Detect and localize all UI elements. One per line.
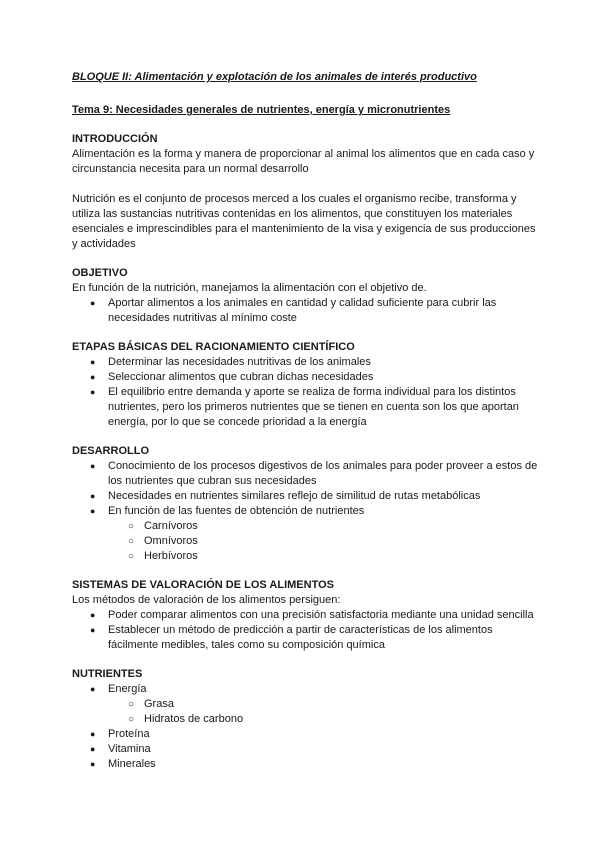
- list-item: [86, 727, 540, 742]
- paragraph-nutricion: Nutrición es el conjunto de procesos merced a los cuales el organismo recibe, transforma y utiliza las sustancias nutritivas contenidas en los alimentos, que constituyen los materiales esenciales e imprescindibles para el mantenimiento de la visa y exigencia de sus producciones y actividades: [72, 193, 536, 250]
- bullet-icon: ●: [90, 387, 96, 397]
- section-objetivo: [72, 266, 540, 326]
- circle-bullet-icon: ○: [128, 699, 135, 710]
- section-etapas: [72, 340, 540, 430]
- section-nutrientes: [72, 667, 540, 772]
- paragraph-sistemas: Los métodos de valoración de los alimentos persiguen:: [72, 594, 341, 606]
- paragraph-alimentacion: Alimentación es la forma y manera de proporcionar al animal los alimentos que en cada caso y circunstancia necesita para un normal desarrollo: [72, 148, 535, 175]
- list-item-text: Energía: [108, 683, 147, 695]
- list-item-text: Necesidades en nutrientes similares reflejo de similitud de rutas metabólicas: [108, 490, 481, 502]
- circle-bullet-icon: ○: [128, 521, 135, 532]
- circle-bullet-icon: ○: [128, 536, 135, 547]
- section-heading: DESARROLLO: [72, 445, 149, 457]
- theme-title: Tema 9: Necesidades generales de nutrientes, energía y micronutrientes: [72, 104, 451, 116]
- section-heading: INTRODUCCIÓN: [72, 133, 158, 145]
- sub-list-item: [128, 534, 540, 549]
- sub-list-item-text: Herbívoros: [144, 550, 198, 562]
- sub-list-item: [128, 549, 540, 564]
- list-item: [86, 355, 540, 370]
- list-item: [86, 504, 540, 564]
- bullet-icon: ●: [90, 744, 96, 754]
- circle-bullet-icon: ○: [128, 551, 135, 562]
- bullet-icon: ●: [90, 684, 96, 694]
- list-item-text: Establecer un método de predicción a partir de características de los alimentos fácilmente medibles, tales como su composición química: [108, 624, 493, 651]
- list-item: [86, 682, 540, 727]
- bullet-icon: ●: [90, 729, 96, 739]
- bullet-list: [72, 682, 540, 772]
- list-item: [86, 623, 540, 653]
- list-item: [86, 385, 540, 430]
- list-item-text: Determinar las necesidades nutritivas de los animales: [108, 356, 371, 368]
- list-item-text: El equilibrio entre demanda y aporte se realiza de forma individual para los distintos nutrientes, pero los primeros nutrientes que se tienen en cuenta son los que aportan energía, por lo que se concede prioridad a la energía: [108, 386, 519, 428]
- sub-list-item-text: Hidratos de carbono: [144, 713, 244, 725]
- list-item: [86, 757, 540, 772]
- sub-list-item: [128, 697, 540, 712]
- paragraph-objetivo: En función de la nutrición, manejamos la alimentación con el objetivo de.: [72, 282, 427, 294]
- list-item: [86, 489, 540, 504]
- bullet-icon: ●: [90, 491, 96, 501]
- sub-bullet-list: [108, 519, 540, 564]
- section-desarrollo: [72, 444, 540, 564]
- list-item: [86, 370, 540, 385]
- section-heading: SISTEMAS DE VALORACIÓN DE LOS ALIMENTOS: [72, 579, 334, 591]
- sub-bullet-list: [108, 697, 540, 727]
- list-item-text: Conocimiento de los procesos digestivos de los animales para poder proveer a estos de los nutrientes que cubran sus necesidades: [108, 460, 538, 487]
- bullet-list: [72, 459, 540, 564]
- list-item: [86, 459, 540, 489]
- bullet-icon: ●: [90, 298, 96, 308]
- section-heading: NUTRIENTES: [72, 668, 143, 680]
- list-item-text: Proteína: [108, 728, 150, 740]
- sub-list-item-text: Carnívoros: [144, 520, 198, 532]
- bullet-icon: ●: [90, 357, 96, 367]
- list-item: [86, 296, 540, 326]
- sub-list-item-text: Grasa: [144, 698, 174, 710]
- section-heading: ETAPAS BÁSICAS DEL RACIONAMIENTO CIENTÍFICO: [72, 341, 355, 353]
- bullet-icon: ●: [90, 506, 96, 516]
- bullet-icon: ●: [90, 610, 96, 620]
- section-sistemas: [72, 578, 540, 653]
- block-title: BLOQUE II: Alimentación y explotación de los animales de interés productivo: [72, 71, 477, 83]
- list-item: [86, 608, 540, 623]
- bullet-list: [72, 296, 540, 326]
- list-item-text: Minerales: [108, 758, 156, 770]
- bullet-icon: ●: [90, 759, 96, 769]
- circle-bullet-icon: ○: [128, 714, 135, 725]
- bullet-list: [72, 355, 540, 430]
- sub-list-item-text: Omnívoros: [144, 535, 198, 547]
- bullet-list: [72, 608, 540, 653]
- list-item-text: Aportar alimentos a los animales en cantidad y calidad suficiente para cubrir las necesidades nutritivas al mínimo coste: [108, 297, 497, 324]
- bullet-icon: ●: [90, 461, 96, 471]
- list-item-text: Seleccionar alimentos que cubran dichas necesidades: [108, 371, 374, 383]
- list-item: [86, 742, 540, 757]
- list-item-text: Poder comparar alimentos con una precisión satisfactoria mediante una unidad sencilla: [108, 609, 534, 621]
- section-heading: OBJETIVO: [72, 267, 128, 279]
- section-introduccion: [72, 132, 540, 252]
- bullet-icon: ●: [90, 372, 96, 382]
- sub-list-item: [128, 712, 540, 727]
- bullet-icon: ●: [90, 625, 96, 635]
- sub-list-item: [128, 519, 540, 534]
- list-item-text: Vitamina: [108, 743, 151, 755]
- list-item-text: En función de las fuentes de obtención de nutrientes: [108, 505, 365, 517]
